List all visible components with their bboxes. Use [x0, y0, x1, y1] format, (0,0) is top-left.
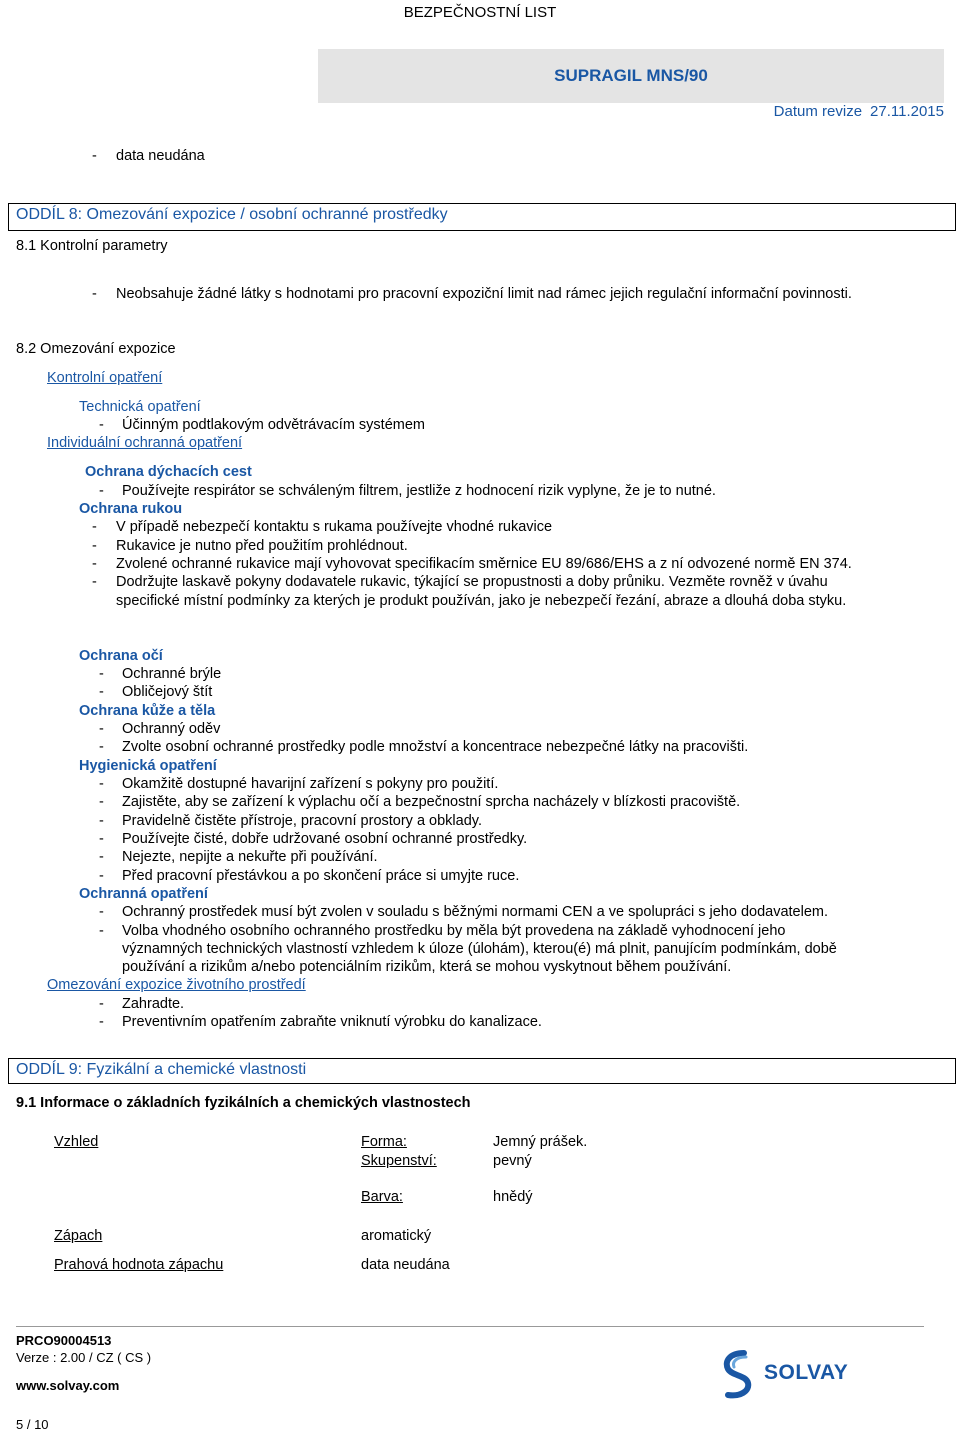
list-item: -	[99, 996, 104, 1012]
hand-item: V případě nebezpečí kontaktu s rukama používejte vhodné rukavice	[116, 519, 553, 535]
list-item: -	[99, 666, 104, 682]
hygiene-item: Pravidelně čistěte přístroje, pracovní prostory a obklady.	[122, 813, 482, 829]
hand-item-continued: specifické místní podmínky za kterých je produkt používán, jako je nebezpečí řezání, abraze a dlouhá doba styku.	[116, 593, 847, 609]
list-item: -	[99, 739, 104, 755]
protective-item-continued: používání a rizikům a/nebo potenciálním rizikům, která se mohou vyskytnout během používání.	[122, 959, 732, 975]
list-item: -	[99, 684, 104, 700]
page-number: 5 / 10	[16, 1417, 49, 1432]
section-8-title: ODDÍL 8: Omezování expozice / osobní ochranné prostředky	[16, 206, 448, 223]
subsection-8-2-title: 8.2 Omezování expozice	[16, 341, 176, 357]
list-item: -	[99, 831, 104, 847]
list-item: -	[99, 904, 104, 920]
revision-value: 27.11.2015	[870, 103, 944, 120]
list-item: -	[92, 538, 97, 554]
odour-label: Zápach	[54, 1228, 103, 1244]
list-item: -	[99, 721, 104, 737]
skin-protection-heading: Ochrana kůže a těla	[79, 703, 216, 719]
footer-divider	[16, 1326, 924, 1327]
eye-item: Ochranné brýle	[122, 666, 222, 682]
appearance-label: Vzhled	[54, 1134, 99, 1150]
s81-item: Neobsahuje žádné látky s hodnotami pro pracovní expoziční limit nad rámec jejich regulační informační povinnosti.	[116, 286, 852, 302]
list-item: -	[99, 923, 104, 939]
protective-measures-heading: Ochranná opatření	[79, 886, 208, 902]
list-item: -	[99, 1014, 104, 1030]
control-measures-heading: Kontrolní opatření	[47, 370, 163, 386]
environmental-exposure-heading: Omezování expozice životního prostředí	[47, 977, 306, 993]
product-name: SUPRAGIL MNS/90	[554, 66, 708, 85]
eye-protection-heading: Ochrana očí	[79, 648, 163, 664]
list-item: -	[99, 813, 104, 829]
hygiene-item: Zajistěte, aby se zařízení k výplachu očí a bezpečnostní sprcha nacházely v blízkosti pracoviště.	[122, 794, 741, 810]
list-item: -	[92, 556, 97, 572]
state-label: Skupenství:	[361, 1153, 437, 1169]
revision-date	[774, 103, 944, 120]
list-item: -	[99, 776, 104, 792]
eye-item: Obličejový štít	[122, 684, 213, 700]
section-9-title: ODDÍL 9: Fyzikální a chemické vlastnosti	[16, 1061, 307, 1078]
list-item: -	[99, 794, 104, 810]
respiratory-protection-heading: Ochrana dýchacích cest	[85, 464, 252, 480]
technical-item: Účinným podtlakovým odvětrávacím systémem	[122, 417, 425, 433]
hygiene-item: Před pracovní přestávkou a po skončení práce si umyjte ruce.	[122, 868, 520, 884]
form-value: Jemný prášek.	[493, 1134, 588, 1150]
hygiene-item: Okamžitě dostupné havarijní zařízení s pokyny pro použití.	[122, 776, 499, 792]
protective-item-continued: významných technických vlastností vzhledem k úloze (úlohám), kterou(é) má plnit, panujícím podmínkám, době	[122, 941, 837, 957]
form-label: Forma:	[361, 1134, 407, 1150]
hygiene-item: Nejezte, nepijte a nekuřte při používání.	[122, 849, 378, 865]
state-value: pevný	[493, 1153, 532, 1169]
top-item-text: data neudána	[116, 148, 205, 164]
list-item: -	[92, 519, 97, 535]
document-title: BEZPEČNOSTNÍ LIST	[403, 4, 557, 21]
hand-protection-heading: Ochrana rukou	[79, 501, 183, 517]
odour-threshold-value: data neudána	[361, 1257, 450, 1273]
subsection-8-1-title: 8.1 Kontrolní parametry	[16, 238, 168, 254]
odour-threshold-label: Prahová hodnota zápachu	[54, 1257, 224, 1273]
list-item: -	[92, 148, 97, 164]
solvay-logo-text: SOLVAY	[764, 1361, 849, 1384]
list-item: -	[99, 483, 104, 499]
odour-value: aromatický	[361, 1228, 432, 1244]
color-value: hnědý	[493, 1189, 533, 1205]
website-link[interactable]: www.solvay.com	[16, 1378, 120, 1393]
document-code: PRCO90004513	[16, 1333, 112, 1348]
list-item: -	[92, 286, 97, 302]
hand-item: Dodržujte laskavě pokyny dodavatele rukavic, týkající se propustnosti a doby průniku. Vezměte rovněž v úvahu	[116, 574, 828, 590]
list-item: -	[99, 849, 104, 865]
hand-item: Zvolené ochranné rukavice mají vyhovovat specifikacím směrnice EU 89/686/EHS a z ní odvozené normě EN 374.	[116, 556, 852, 572]
hygiene-item: Používejte čisté, dobře udržované osobní ochranné prostředky.	[122, 831, 528, 847]
list-item: -	[99, 868, 104, 884]
skin-item: Ochranný oděv	[122, 721, 221, 737]
protective-item: Ochranný prostředek musí být zvolen v souladu s běžnými normami CEN a ve spolupráci s jeho dodavatelem.	[122, 904, 828, 920]
document-version: Verze : 2.00 / CZ ( CS )	[16, 1350, 152, 1365]
protective-item: Volba vhodného osobního ochranného prostředku by měla být provedena na základě vyhodnocení jeho	[122, 923, 786, 939]
env-item: Zahradte.	[122, 996, 185, 1012]
color-label: Barva:	[361, 1189, 403, 1205]
hand-item: Rukavice je nutno před použitím prohlédnout.	[116, 538, 408, 554]
skin-item: Zvolte osobní ochranné prostředky podle množství a koncentrace nebezpečné látky na pracovišti.	[122, 739, 749, 755]
list-item: -	[92, 574, 97, 590]
section-8-box	[8, 203, 956, 231]
individual-measures-heading: Individuální ochranná opatření	[47, 435, 243, 451]
list-item: -	[99, 417, 104, 433]
hygiene-measures-heading: Hygienická opatření	[79, 758, 217, 774]
technical-measures-heading: Technická opatření	[79, 399, 201, 415]
section-9-box	[8, 1058, 956, 1084]
revision-label: Datum revize	[773, 103, 863, 120]
solvay-logo-icon	[716, 1349, 758, 1401]
env-item: Preventivním opatřením zabraňte vniknutí výrobku do kanalizace.	[122, 1014, 542, 1030]
subsection-9-1-title: 9.1 Informace o základních fyzikálních a chemických vlastnostech	[16, 1095, 471, 1111]
respiratory-item: Používejte respirátor se schváleným filtrem, jestliže z hodnocení rizik vyplyne, že je to nutné.	[122, 483, 716, 499]
